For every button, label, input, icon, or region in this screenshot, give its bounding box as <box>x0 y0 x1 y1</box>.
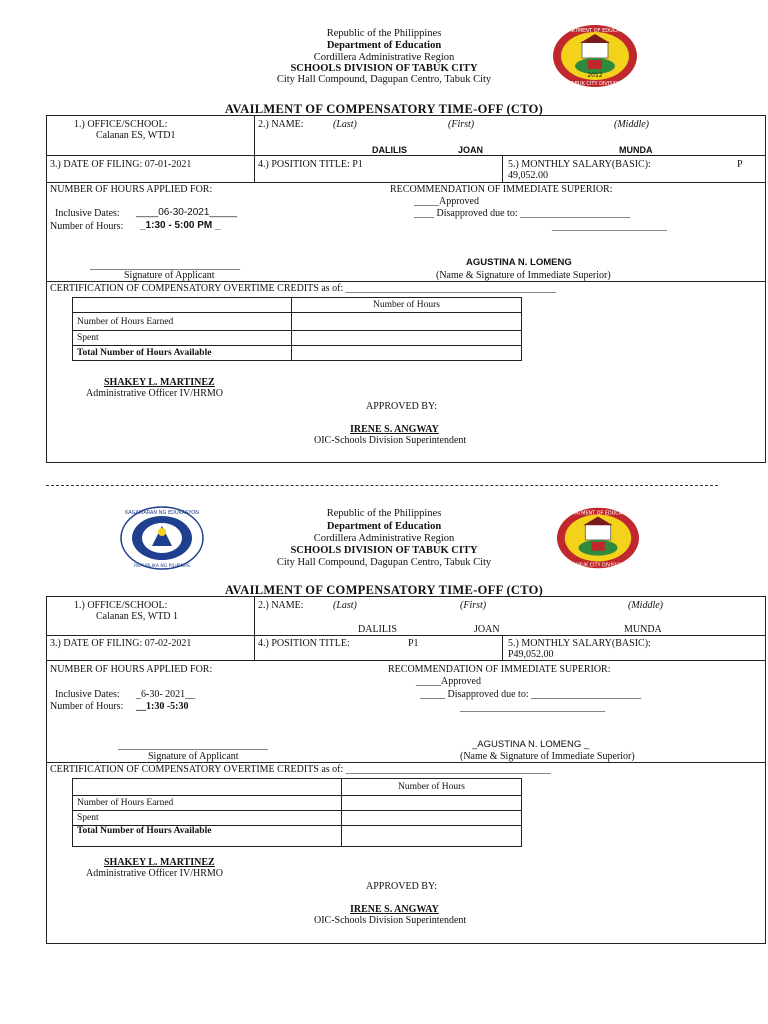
applicant-signature-label: Signature of Applicant <box>148 751 239 762</box>
certification-label: CERTIFICATION OF COMPENSATORY OVERTIME CREDITS as of: _________________________________________ <box>50 764 551 775</box>
cut-line <box>46 485 718 486</box>
certification-label: CERTIFICATION OF COMPENSATORY OVERTIME CREDITS as of: __________________________________________ <box>50 283 556 294</box>
inclusive-dates-value: ____06-30-2021_____ <box>136 207 238 218</box>
office-value: Calanan ES, WTD1 <box>96 130 176 141</box>
sdo-tabuk-seal-icon <box>556 506 640 570</box>
hours-applied-label: NUMBER OF HOURS APPLIED FOR: <box>50 664 213 675</box>
position-title: 4.) POSITION TITLE: <box>258 638 350 649</box>
officer-name: SHAKEY L. MARTINEZ <box>104 377 215 388</box>
last-name-value: DALILIS <box>372 145 407 155</box>
header-region: Cordillera Administrative Region <box>313 52 455 63</box>
approved-option: _____Approved <box>416 676 481 687</box>
row-spent: Spent <box>73 331 292 346</box>
hours-table-header: Number of Hours <box>342 779 522 796</box>
deped-ring-bottom: REPUBLIKA NG PILIPINAS <box>134 564 190 569</box>
seal-ring-top: DEPARTMENT OF EDUCATION <box>558 28 632 34</box>
office-value: Calanan ES, WTD 1 <box>96 611 179 622</box>
first-name-value: JOAN <box>474 624 500 635</box>
header-department: Department of Education <box>326 40 442 51</box>
approver-name: IRENE S. ANGWAY <box>350 424 439 435</box>
officer-title: Administrative Officer IV/HRMO <box>86 868 224 879</box>
applicant-signature-line: ______________________________ <box>118 740 268 751</box>
middle-name-label: (Middle) <box>614 119 649 130</box>
position-title: 4.) POSITION TITLE: P1 <box>258 159 363 170</box>
row-hours-earned: Number of Hours Earned <box>73 796 342 811</box>
superior-name: _AGUSTINA N. LOMENG _ <box>472 739 590 750</box>
disapproved-option: ____ Disapproved due to: ______________________ <box>414 208 631 219</box>
sdo-tabuk-seal-icon <box>552 24 638 88</box>
position-value: P1 <box>408 638 419 649</box>
salary-label: 5.) MONTHLY SALARY(BASIC): <box>508 159 651 170</box>
row-total-available: Total Number of Hours Available <box>73 346 292 361</box>
row-hours-earned: Number of Hours Earned <box>73 313 292 331</box>
row-spent: Spent <box>73 811 342 826</box>
approver-title: OIC-Schools Division Superintendent <box>314 435 467 446</box>
deped-seal-icon <box>120 506 204 570</box>
approver-title: OIC-Schools Division Superintendent <box>314 915 467 926</box>
last-name-label: (Last) <box>333 119 357 130</box>
header-republic: Republic of the Philippines <box>326 28 442 39</box>
inclusive-dates-value: _6-30- 2021__ <box>136 689 196 700</box>
salary-value: P49,052.00 <box>508 649 554 660</box>
number-hours-value: _1:30 - 5:00 PM _ <box>140 220 221 231</box>
disapproved-reason-line: _____________________________ <box>460 702 605 713</box>
office-label: 1.) OFFICE/SCHOOL: <box>74 119 168 130</box>
last-name-label: (Last) <box>333 600 357 611</box>
applicant-signature-label: Signature of Applicant <box>124 270 215 281</box>
header-address: City Hall Compound, Dagupan Centro, Tabuk City <box>276 557 492 568</box>
header-address: City Hall Compound, Dagupan Centro, Tabuk City <box>276 74 492 85</box>
first-name-label: (First) <box>448 119 475 130</box>
salary-currency: P <box>737 159 743 170</box>
name-label: 2.) NAME: <box>258 600 304 611</box>
approved-by-label: APPROVED BY: <box>366 881 438 892</box>
row-total-available: Total Number of Hours Available <box>73 826 342 847</box>
number-hours-label: Number of Hours: <box>50 221 124 232</box>
form-title: AVAILMENT OF COMPENSATORY TIME-OFF (CTO) <box>224 102 544 116</box>
salary-label: 5.) MONTHLY SALARY(BASIC): <box>508 638 651 649</box>
superior-name: AGUSTINA N. LOMENG <box>466 257 572 268</box>
header-republic: Republic of the Philippines <box>326 508 442 519</box>
number-hours-value: __1:30 -5:30 <box>136 701 189 712</box>
inclusive-dates-label: Inclusive Dates: <box>55 689 120 700</box>
number-hours-label: Number of Hours: <box>50 701 124 712</box>
office-label: 1.) OFFICE/SCHOOL: <box>74 600 168 611</box>
officer-name: SHAKEY L. MARTINEZ <box>104 857 215 868</box>
header-department: Department of Education <box>326 521 442 532</box>
approved-by-label: APPROVED BY: <box>366 401 438 412</box>
first-name-label: (First) <box>460 600 487 611</box>
first-name-value: JOAN <box>458 145 484 155</box>
approver-name: IRENE S. ANGWAY <box>350 904 439 915</box>
name-label: 2.) NAME: <box>258 119 304 130</box>
officer-title: Administrative Officer IV/HRMO <box>86 388 224 399</box>
salary-value: 49,052.00 <box>508 170 548 181</box>
hours-table <box>72 297 522 361</box>
header-region: Cordillera Administrative Region <box>313 533 455 544</box>
hours-table <box>72 778 522 847</box>
seal-ring-bottom: TABUK CITY DIVISION <box>568 81 622 87</box>
superior-signature-label: (Name & Signature of Immediate Superior) <box>436 270 611 281</box>
recommendation-label: RECOMMENDATION OF IMMEDIATE SUPERIOR: <box>388 664 611 675</box>
inclusive-dates-label: Inclusive Dates: <box>55 208 120 219</box>
middle-name-value: MUNDA <box>624 624 662 635</box>
last-name-value: DALILIS <box>358 624 397 635</box>
seal-year: 2012 <box>587 72 603 79</box>
seal-ring-top: DEPARTMENT OF EDUCATION <box>562 510 634 517</box>
disapproved-option: _____ Disapproved due to: ______________________ <box>420 689 642 700</box>
hours-table-header: Number of Hours <box>292 298 522 313</box>
approved-option: _____Approved <box>414 196 479 207</box>
middle-name-value: MUNDA <box>619 145 653 155</box>
middle-name-label: (Middle) <box>628 600 663 611</box>
header-division: SCHOOLS DIVISION OF TABUK CITY <box>290 63 478 74</box>
applicant-signature-line: ______________________________ <box>90 260 240 271</box>
date-filing: 3.) DATE OF FILING: 07-02-2021 <box>50 638 192 649</box>
hours-applied-label: NUMBER OF HOURS APPLIED FOR: <box>50 184 213 195</box>
disapproved-reason-line: _______________________ <box>552 221 667 232</box>
superior-signature-label: (Name & Signature of Immediate Superior) <box>460 751 635 762</box>
date-filing: 3.) DATE OF FILING: 07-01-2021 <box>50 159 192 170</box>
form-title: AVAILMENT OF COMPENSATORY TIME-OFF (CTO) <box>224 583 544 597</box>
recommendation-label: RECOMMENDATION OF IMMEDIATE SUPERIOR: <box>390 184 613 195</box>
seal-ring-bottom: TABUK CITY DIVISION <box>572 562 624 569</box>
header-division: SCHOOLS DIVISION OF TABUK CITY <box>290 545 478 556</box>
deped-ring-top: KAGAWARAN NG EDUKASYON <box>125 510 199 516</box>
